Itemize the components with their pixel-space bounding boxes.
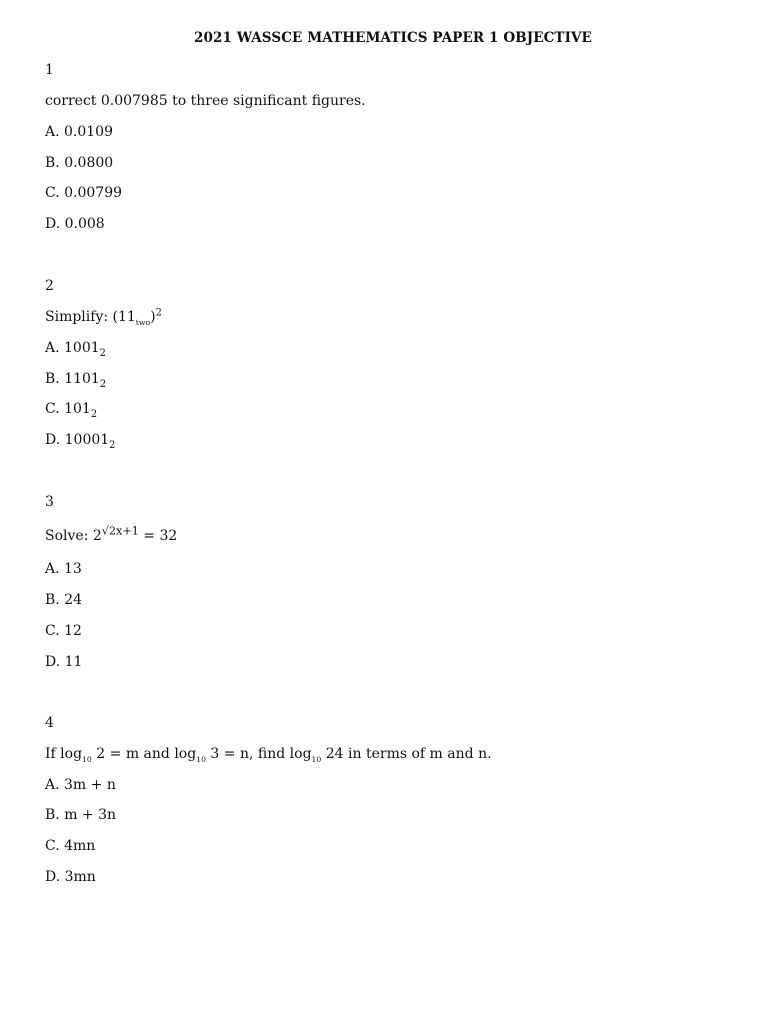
question-2-option-d bbox=[45, 431, 115, 449]
question-1-text: correct 0.007985 to three significant figures. bbox=[45, 93, 366, 109]
question-2-text-prefix: Simplify: (11 bbox=[45, 309, 136, 325]
question-2-option-b bbox=[45, 370, 106, 388]
document-title: 2021 WASSCE MATHEMATICS PAPER 1 OBJECTIVE bbox=[194, 30, 592, 46]
question-2-text-exponent: 2 bbox=[155, 307, 162, 319]
question-2-option-c bbox=[45, 400, 97, 418]
option-base: 2 bbox=[99, 378, 107, 390]
question-3-option-b: B. 24 bbox=[45, 592, 83, 608]
question-3-text bbox=[45, 524, 178, 545]
question-2-text bbox=[45, 308, 162, 326]
option-base: 2 bbox=[109, 439, 116, 451]
question-4-part: 2 = m and log bbox=[91, 746, 197, 762]
question-3-text-suffix: = 32 bbox=[138, 528, 178, 544]
question-4-part: 3 = n, find log bbox=[205, 746, 312, 762]
log-base: 10 bbox=[311, 754, 322, 764]
option-text: B. 1101 bbox=[45, 371, 100, 387]
question-1-option-c: C. 0.00799 bbox=[45, 185, 123, 201]
question-3-exponent: √2x+1 bbox=[101, 524, 139, 538]
question-4-part: If log bbox=[45, 746, 83, 762]
question-4-text bbox=[45, 745, 492, 763]
question-1-option-a: A. 0.0109 bbox=[45, 124, 113, 140]
question-3-text-prefix: Solve: 2 bbox=[45, 528, 102, 544]
question-2-text-mid: ) bbox=[150, 309, 156, 325]
question-1-option-b: B. 0.0800 bbox=[45, 155, 114, 171]
option-text: D. 10001 bbox=[45, 432, 110, 448]
option-text: C. 101 bbox=[45, 401, 91, 417]
question-4-option-a: A. 3m + n bbox=[45, 777, 116, 793]
option-base: 2 bbox=[99, 347, 106, 359]
question-2-text-base: two bbox=[135, 317, 151, 327]
question-3-option-c: C. 12 bbox=[45, 623, 82, 639]
question-3-number: 3 bbox=[45, 494, 54, 510]
option-text: A. 1001 bbox=[45, 340, 100, 356]
question-3-option-a: A. 13 bbox=[45, 561, 82, 577]
question-2-number: 2 bbox=[45, 278, 54, 294]
log-base: 10 bbox=[82, 754, 92, 764]
question-2-option-a bbox=[45, 339, 106, 357]
option-base: 2 bbox=[90, 408, 98, 420]
question-1-number: 1 bbox=[45, 62, 54, 78]
question-4-number: 4 bbox=[45, 715, 54, 731]
log-base: 10 bbox=[196, 754, 206, 764]
question-3-option-d: D. 11 bbox=[45, 654, 83, 670]
question-1-option-d: D. 0.008 bbox=[45, 216, 105, 232]
question-4-option-b: B. m + 3n bbox=[45, 807, 117, 823]
question-4-option-c: C. 4mn bbox=[45, 838, 96, 854]
question-4-part: 24 in terms of m and n. bbox=[321, 746, 492, 762]
question-4-option-d: D. 3mn bbox=[45, 869, 96, 885]
